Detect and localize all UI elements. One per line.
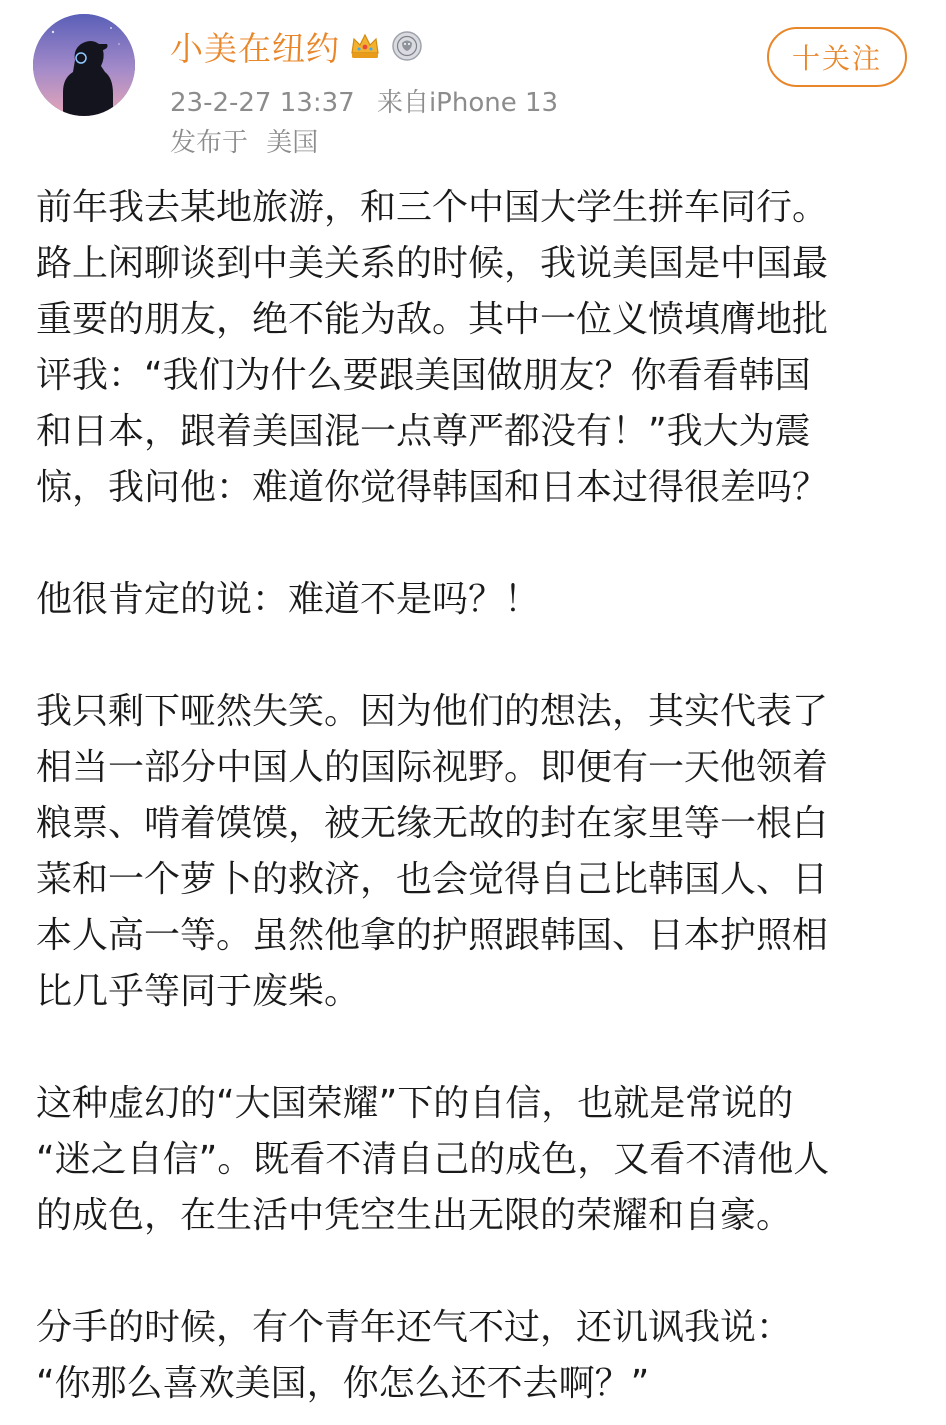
username[interactable]: 小美在纽约 [170,28,340,68]
paragraph-line: 路上闲聊谈到中美关系的时候，我说美国是中国最 [36,243,829,284]
paragraph-line: 本人高一等。虽然他拿的护照跟韩国、日本护照相 [36,915,829,956]
post-paragraph [36,1300,916,1412]
paragraph-line: 相当一部分中国人的国际视野。即便有一天他领着 [36,747,829,788]
paragraph-line: 粮票、啃着馍馍，被无缘无故的封在家里等一根白 [36,803,829,844]
paragraph-line: “你那么喜欢美国，你怎么还不去啊？” [36,1363,650,1404]
paragraph-line: 分手的时候，有个青年还气不过，还讥讽我说： [36,1307,793,1348]
paragraph-line: 和日本，跟着美国混一点尊严都没有！”我大为震 [36,411,811,452]
paragraph-line: 菜和一个萝卜的救济，也会觉得自己比韩国人、日 [36,859,829,900]
post-source: 来自iPhone 13 [376,88,559,118]
paragraph-line: 惊，我问他：难道你觉得韩国和日本过得很差吗？ [36,467,829,508]
post-paragraph [36,1076,916,1244]
paragraph-line: 前年我去某地旅游，和三个中国大学生拼车同行。 [36,187,829,228]
paragraph-line: 的成色，在生活中凭空生出无限的荣耀和自豪。 [36,1195,793,1236]
crown-badge-icon[interactable] [348,29,382,63]
username-row [170,24,424,68]
paragraph-line: 这种虚幻的“大国荣耀”下的自信，也就是常说的 [36,1083,794,1124]
paragraph-line: “迷之自信”。既看不清自己的成色，又看不清他人 [36,1139,830,1180]
avatar-silhouette-icon [33,14,135,116]
paragraph-line: 他很肯定的说：难道不是吗？！ [36,579,541,620]
post-location [170,122,318,159]
paragraph-line: 我只剩下哑然失笑。因为他们的想法，其实代表了 [36,691,829,732]
post-paragraph [36,180,916,516]
paragraph-line: 比几乎等同于废柴。 [36,971,361,1012]
post-paragraph [36,684,916,1020]
location-label: 发布于 [170,128,249,158]
location-value: 美国 [266,128,319,158]
avatar[interactable] [33,14,135,116]
paragraph-line: 重要的朋友，绝不能为敌。其中一位义愤填膺地批 [36,299,829,340]
post-body [36,180,916,1412]
post-paragraph [36,572,916,628]
medal-badge-icon[interactable] [390,29,424,63]
follow-button[interactable]: 十关注 [767,27,907,87]
post-timestamp: 23-2-27 13:37 [170,88,355,118]
paragraph-line: 评我：“我们为什么要跟美国做朋友？你看看韩国 [36,355,811,396]
post-header [0,0,946,160]
post-meta [170,82,558,119]
